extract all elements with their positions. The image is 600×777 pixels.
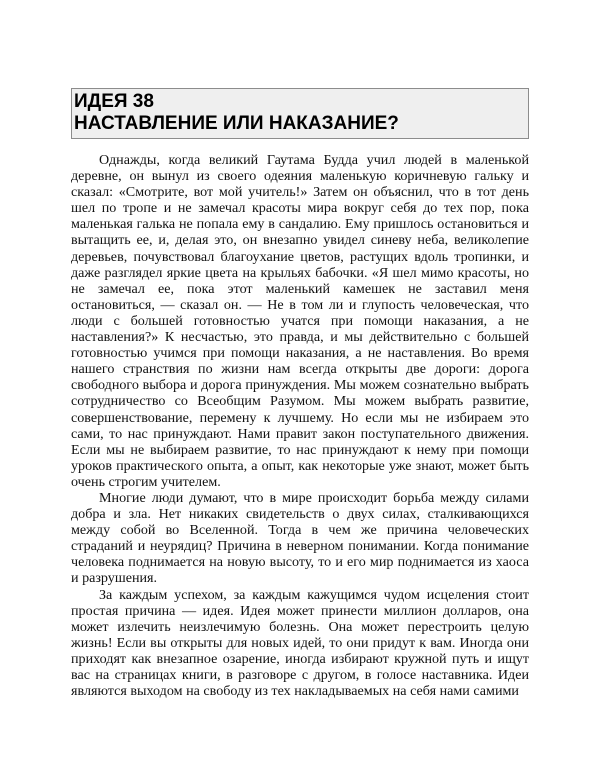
paragraph: Многие люди думают, что в мире происходит борьба между силами добра и зла. Нет никаких свидетельств о двух силах, сталкивающихся между собой во Вселенной. Тогда в чем же причина человеческих страданий и неурядиц? Причина в неверном понимании. Когда понимание человека поднимается на новую высоту, то и его мир поднимается из хаоса и разрушения.: [71, 489, 529, 587]
chapter-heading-box: [71, 88, 529, 139]
paragraph: За каждым успехом, за каждым кажущимся чудом исцеления стоит простая причина — идея. Идея может принести миллион долларов, она может излечить неизлечимую болезнь. Она может перестроить целую жизнь! Если вы открыты для новых идей, то они придут к вам. Иногда они приходят как внезапное озарение, иногда избирают кружной путь и ищут вас на страницах книги, в разговоре с другом, в голосе наставника. Идеи являются выходом на свободу из тех накладываемых на себя нами самими: [71, 586, 529, 700]
body-text: [71, 152, 529, 699]
chapter-title: НАСТАВЛЕНИЕ ИЛИ НАКАЗАНИЕ?: [74, 113, 399, 134]
document-page: [71, 88, 529, 699]
chapter-number: ИДЕЯ 38: [74, 91, 154, 112]
paragraph: Однажды, когда великий Гаутама Будда учил людей в маленькой деревне, он вынул из своего одеяния маленькую коричневую гальку и сказал: «Смотрите, вот мой учитель!» Затем он объяснил, что в тот день шел по тропе и не замечал красоты мира вокруг себя до тех пор, пока маленькая галька не попала ему в сандалию. Ему пришлось остановиться и вытащить ее, и, делая это, он внезапно увидел синеву неба, великолепие деревьев, почувствовал благоухание цветов, растущих вдоль тропинки, и даже разглядел яркие цвета на крыльях бабочки. «Я шел мимо красоты, но не замечал ее, пока этот маленький камешек не заставил меня остановиться, — сказал он. — Не в том ли и глупость человеческая, что люди с большей готовностью учатся при помощи наказания, а не наставления?» К несчастью, это правда, и мы действительно с большей готовностью учимся при помощи наказания, а не наставления. Во время нашего странствия по жизни нам всегда открыты две дороги: дорога свободного выбора и дорога принуждения. Мы можем сознательно выбрать сотрудничество со Всеобщим Разумом. Мы можем выбрать развитие, совершенствование, перемену к лучшему. Но если мы не избираем это сами, то нас принуждают. Нами правит закон поступательного движения. Если мы не выбираем развитие, то нас принуждают к нему при помощи уроков практического опыта, а опыт, как некоторые уже знают, может быть очень строгим учителем.: [71, 152, 529, 490]
